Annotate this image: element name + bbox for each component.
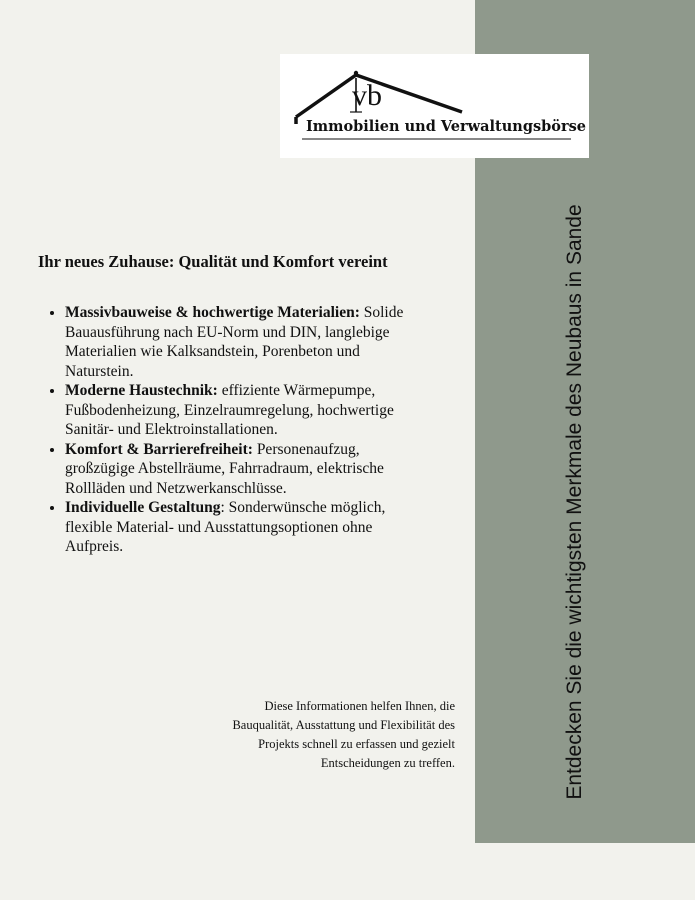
- feature-title: Moderne Haustechnik:: [65, 382, 218, 399]
- list-item: [65, 381, 425, 440]
- feature-text: Solide Bauausführung nach EU-Norm und DIN, langlebige Materialien wie Kalksandstein, Porenbeton und Naturstein.: [65, 304, 404, 380]
- feature-text: Personenaufzug, großzügige Abstellräume, Fahrradraum, elektrische Rollläden und Netzwerkanschlüsse.: [65, 440, 384, 497]
- list-item: [65, 440, 425, 499]
- page-heading: Ihr neues Zuhause: Qualität und Komfort vereint: [38, 252, 388, 271]
- feature-title: Massivbauweise & hochwertige Materialien:: [65, 304, 360, 321]
- company-logo: [280, 54, 589, 158]
- info-note: Diese Informationen helfen Ihnen, die Bauqualität, Ausstattung und Flexibilität des Projekts schnell zu erfassen und gezielt Entscheidungen zu treffen.: [232, 699, 455, 770]
- list-item: [65, 303, 425, 381]
- feature-text: : Sonderwünsche möglich, flexible Material- und Ausstattungsoptionen ohne Aufpreis.: [65, 499, 386, 555]
- feature-text: effiziente Wärmepumpe, Fußbodenheizung, Einzelraumregelung, hochwertige Sanitär- und Elektroinstallationen.: [65, 382, 394, 438]
- feature-list: [38, 303, 425, 557]
- house-roof-icon: [280, 54, 589, 158]
- logo-initials: vb: [352, 79, 382, 112]
- sidebar-vertical-title: Entdecken Sie die wichtigsten Merkmale des Neubaus in Sande: [563, 204, 586, 800]
- feature-title: Individuelle Gestaltung: [65, 499, 221, 516]
- list-item: [65, 498, 425, 557]
- feature-title: Komfort & Barrierefreiheit:: [65, 440, 253, 458]
- logo-company-name: Immobilien und Verwaltungsbörse: [306, 118, 586, 135]
